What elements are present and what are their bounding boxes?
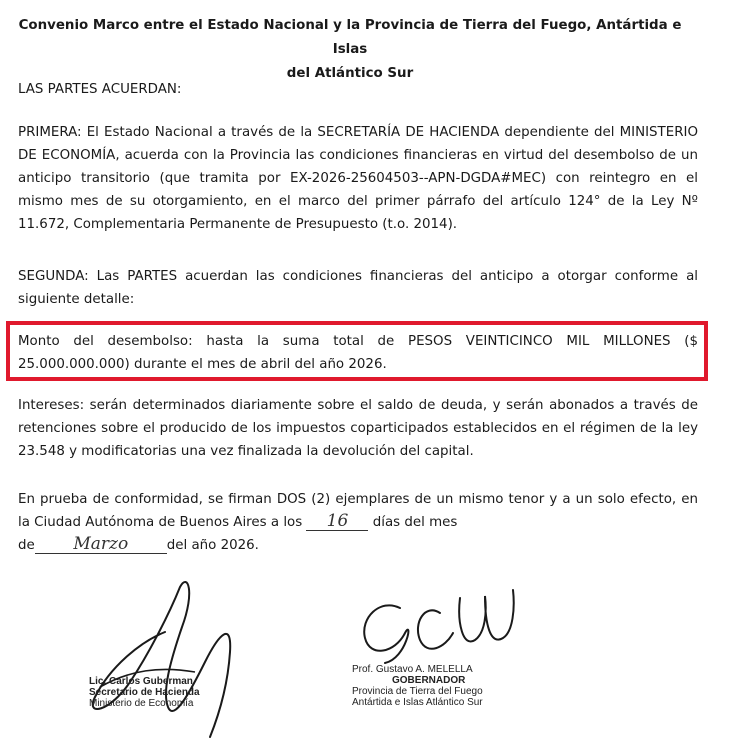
signatory-name-left: Lic. Carlos Guberman xyxy=(89,676,193,687)
signatory-role2-right: Provincia de Tierra del Fuego xyxy=(352,686,483,697)
clause-segunda: SEGUNDA: Las PARTES acuerdan las condiciones financieras del anticipo a otorgar conforme al siguiente detalle: xyxy=(18,269,698,307)
title-line-1: Convenio Marco entre el Estado Nacional y la Provincia de Tierra del Fuego, Antártida e Islas xyxy=(18,18,682,57)
conformidad-text-1: En prueba de conformidad, se firman DOS (2) ejemplares de un mismo tenor y a un solo efecto, en la Ciudad Autónoma de Buenos Aires a los xyxy=(18,492,698,530)
signature-block-right xyxy=(352,664,483,708)
signatory-role3-right: Antártida e Islas Atlántico Sur xyxy=(352,697,483,708)
conformidad-text-3: del año 2026. xyxy=(166,538,259,553)
title-line-2: del Atlántico Sur xyxy=(286,66,414,81)
signature-scribble-left xyxy=(70,572,270,742)
signature-block-left xyxy=(89,676,200,709)
signatory-name-right: Prof. Gustavo A. MELELLA xyxy=(352,664,473,675)
signatory-role2-left: Ministerio de Economía xyxy=(89,698,194,709)
document-title xyxy=(0,14,700,86)
day-handwritten: 16 xyxy=(306,512,368,531)
month-handwritten: Marzo xyxy=(35,535,167,554)
clause-conformidad xyxy=(18,488,698,557)
clause-primera: PRIMERA: El Estado Nacional a través de la SECRETARÍA DE HACIENDA dependiente del MINISTERIO DE ECONOMÍA, acuerda con la Provincia las condiciones financieras en virtud del desembolso de un anticipo transitorio (que tramita por EX-2026-25604503--APN-DGDA#MEC) con reintegro en el mismo mes de su otorgamiento, en el marco del primer párrafo del artículo 124° de la Ley Nº 11.672, Complementaria Permanente de Presupuesto (t.o. 2014). xyxy=(18,125,698,232)
monto-desembolso: Monto del desembolso: hasta la suma total de PESOS VEINTICINCO MIL MILLONES ($ 25.000.000.000) durante el mes de abril del año 2026. xyxy=(18,334,698,372)
intro-heading: LAS PARTES ACUERDAN: xyxy=(18,82,182,97)
intereses: Intereses: serán determinados diariamente sobre el saldo de deuda, y serán abonados a través de retenciones sobre el producido de los impuestos coparticipados establecidos en el régimen de la ley 23.548 y modificatorias una vez finalizada la devolución del capital. xyxy=(18,398,698,459)
signatory-role1-right: GOBERNADOR xyxy=(392,675,466,686)
conformidad-de: de xyxy=(18,538,35,553)
signatory-role1-left: Secretario de Hacienda xyxy=(89,687,200,698)
conformidad-text-2: días del mes xyxy=(372,515,458,530)
signature-scribble-right xyxy=(345,578,535,668)
